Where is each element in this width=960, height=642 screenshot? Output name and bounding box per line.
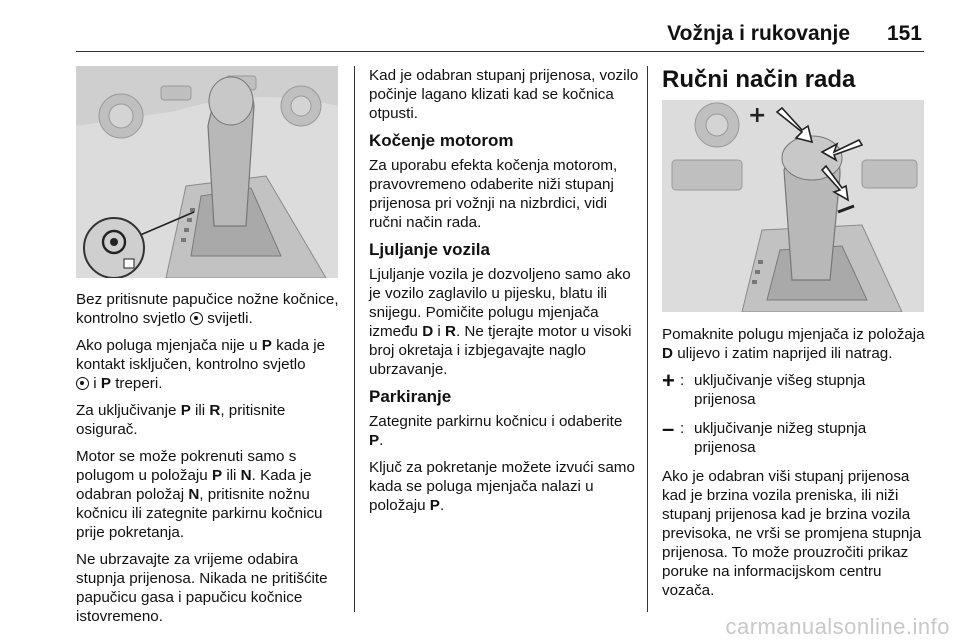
- legend-downshift: – : uključivanje nižeg stupnja prijenosa: [662, 416, 867, 456]
- heading-rocking: Ljuljanje vozila: [369, 240, 490, 259]
- paragraph: Kad je odabran stupanj prijenosa, vozilo počinje lagano klizati kad se kočnica otpusti.: [369, 67, 639, 122]
- column-divider-2: [647, 66, 648, 612]
- column-2: [369, 66, 639, 523]
- paragraph: Bez pritisnute papučice nožne kočnice, kontrolno svjetlo svijetli.: [76, 291, 339, 327]
- paragraph: Za uključivanje P ili R, pritisnite osigurač.: [76, 402, 286, 438]
- page-number: 151: [886, 22, 922, 45]
- svg-text:+: +: [748, 103, 767, 128]
- paragraph: Pomaknite polugu mjenjača iz položaja D ulijevo i zatim naprijed ili natrag.: [662, 326, 925, 362]
- paragraph: Ne ubrzavajte za vrijeme odabira stupnja prijenosa. Nikada ne pritišćite papučicu gasa i papučicu kočnice istovremeno.: [76, 551, 328, 625]
- plus-icon: +: [662, 368, 675, 393]
- section-heading-manual-mode: Ručni način rada: [662, 66, 856, 93]
- paragraph: Za uporabu efekta kočenja motorom, pravovremeno odaberite niži stupanj prijenosa pri vožnji na nizbrdici, vidi ručni način rada.: [369, 157, 618, 231]
- manual-mode-illustration: [662, 100, 924, 312]
- legend-upshift: + : uključivanje višeg stupnja prijenosa: [662, 368, 866, 408]
- header-rule: [76, 51, 924, 52]
- brake-indicator-icon: [190, 312, 203, 325]
- column-divider-1: [354, 66, 355, 612]
- paragraph: Motor se može pokrenuti samo s polugom u položaju P ili N. Kada je odabran položaj N, pritisnite nožnu kočnicu ili zategnite parkirnu kočnicu prije pokretanja.: [76, 448, 323, 541]
- paragraph: Ljuljanje vozila je dozvoljeno samo ako je vozilo zaglavilo u pijesku, blatu ili snijegu. Pomičite polugu mjenjača između D i R. Ne tjerajte motor u visoki broj okretaja i izbjegavajte naglo ubrzavanje.: [369, 266, 632, 378]
- paragraph: Ključ za pokretanje možete izvući samo kada se poluga mjenjača nalazi u položaju P.: [369, 459, 635, 514]
- brake-indicator-icon: [76, 377, 89, 390]
- minus-icon: –: [662, 416, 675, 441]
- page-header: [0, 0, 960, 50]
- paragraph: Ako je odabran viši stupanj prijenosa kad je brzina vozila preniska, ili niži stupanj prijenosa kad je brzina vozila previsoka, ne vrši se promjena stupnja prijenosa. To može prouzročiti prikaz poruke na informacijskom centru vozača.: [662, 468, 922, 599]
- paragraph: Ako poluga mjenjača nije u P kada je kontakt isključen, kontrolno svjetlo i P treperi.: [76, 337, 326, 392]
- heading-parking: Parkiranje: [369, 387, 452, 406]
- paragraph: Zategnite parkirnu kočnicu i odaberite P.: [369, 413, 623, 449]
- heading-engine-braking: Kočenje motorom: [369, 131, 514, 150]
- gear-lever-illustration: [76, 66, 338, 278]
- column-3: [662, 325, 928, 608]
- watermark: carmanualsonline.info: [725, 614, 950, 639]
- section-title: Vožnja i rukovanje: [667, 22, 850, 45]
- column-1: [76, 290, 346, 634]
